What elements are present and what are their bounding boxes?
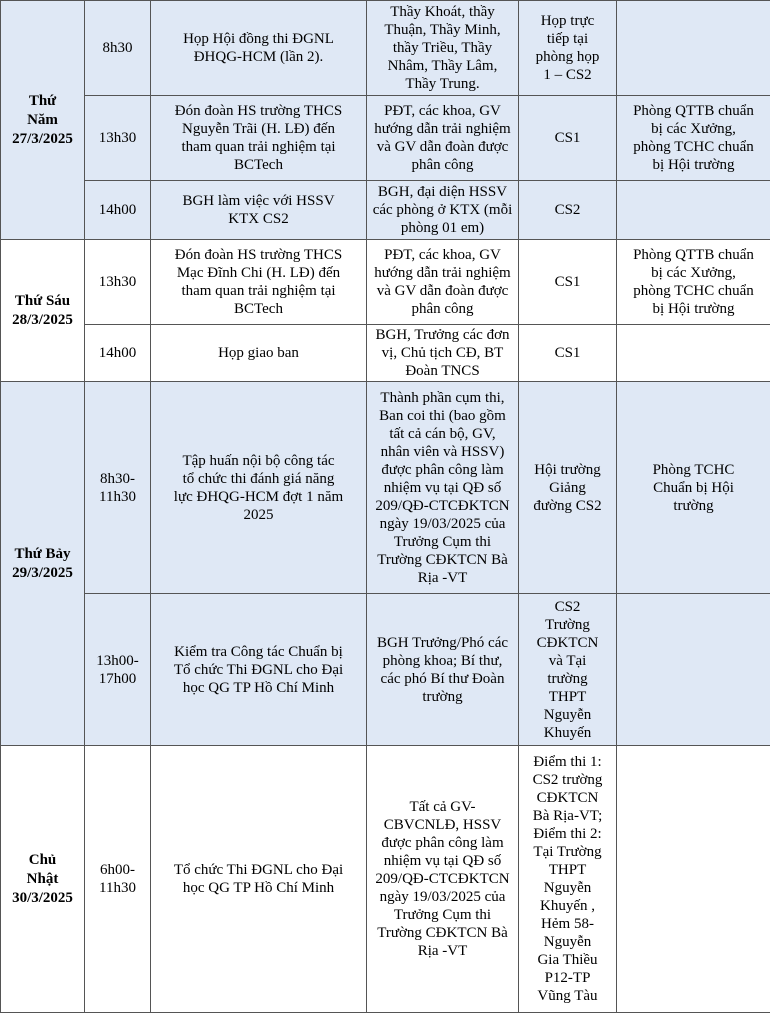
day-name-line: Nhật [5,870,80,889]
location-line: Khuyến [523,724,612,742]
location-line: Hội trường [523,461,612,479]
participants-line: Thầy Trung. [371,75,514,93]
content-cell [151,594,367,746]
location-line: CS2 trường [523,771,612,789]
location-cell [519,96,617,181]
participants-line: hướng dẫn trải nghiệm [371,264,514,282]
time-cell [85,1,151,96]
content-line: Họp Hội đồng thi ĐGNL [155,30,362,48]
content-cell [151,240,367,325]
participants-line: CBVCNLĐ, HSSV [371,816,514,834]
day-name-line: Chủ [5,851,80,870]
day-name-line: Thứ Bảy [5,545,80,564]
participants-line: các phòng ở KTX (mỗi [371,201,514,219]
location-line: CS2 [523,201,612,219]
time-cell [85,96,151,181]
prep-line: Phòng TCHC [621,461,766,479]
content-line: Tổ chức Thi ĐGNL cho Đại [155,861,362,879]
participants-cell [367,96,519,181]
location-cell [519,746,617,1013]
location-line: phòng họp [523,48,612,66]
location-cell [519,181,617,240]
participants-line: 209/QĐ-CTCĐKTCN [371,497,514,515]
participants-line: PĐT, các khoa, GV [371,102,514,120]
location-line: Điểm thi 2: [523,825,612,843]
content-line: BCTech [155,300,362,318]
participants-line: trường [371,688,514,706]
participants-line: phòng khoa; Bí thư, [371,652,514,670]
participants-line: nhiệm vụ tại QĐ số [371,852,514,870]
location-line: Gia Thiều [523,951,612,969]
time-line: 13h00- [89,652,146,670]
participants-line: 209/QĐ-CTCĐKTCN [371,870,514,888]
schedule-row [1,240,770,325]
participants-line: Thuận, Thầy Minh, [371,21,514,39]
prep-line: bị Hội trường [621,300,766,318]
prep-line: Phòng QTTB chuẩn [621,102,766,120]
location-line: Nguyễn [523,933,612,951]
day-cell [1,746,85,1013]
time-line: 13h30 [89,129,146,147]
participants-line: phân công [371,300,514,318]
location-line: Giảng [523,479,612,497]
location-cell [519,594,617,746]
prep-line: bị các Xưởng, [621,120,766,138]
participants-line: Trưởng Cụm thi [371,906,514,924]
location-cell [519,1,617,96]
day-name-line: Thứ [5,92,80,111]
prep-cell [617,1,770,96]
content-line: BGH làm việc với HSSV [155,192,362,210]
participants-line: Trường CĐKTCN Bà [371,924,514,942]
location-cell [519,382,617,594]
participants-line: BGH, Trưởng các đơn [371,326,514,344]
location-cell [519,325,617,382]
participants-line: Thầy Khoát, thầy [371,3,514,21]
participants-line: Ban coi thi (bao gồm [371,407,514,425]
participants-line: Trưởng Cụm thi [371,533,514,551]
participants-line: phân công [371,156,514,174]
location-line: CĐKTCN [523,634,612,652]
participants-cell [367,181,519,240]
schedule-row [1,594,770,746]
prep-line: phòng TCHC chuẩn [621,282,766,300]
location-line: Bà Rịa-VT; [523,807,612,825]
participants-cell [367,746,519,1013]
day-date: 29/3/2025 [5,564,80,583]
content-line: Đón đoàn HS trường THCS [155,246,362,264]
day-name-line: Thứ Sáu [5,292,80,311]
content-cell [151,746,367,1013]
participants-cell [367,594,519,746]
content-line: tổ chức thi đánh giá năng [155,470,362,488]
location-line: Khuyến , [523,897,612,915]
prep-line: bị Hội trường [621,156,766,174]
prep-cell [617,382,770,594]
participants-line: Trường CĐKTCN Bà [371,551,514,569]
participants-line: ngày 19/03/2025 của [371,515,514,533]
content-cell [151,96,367,181]
location-line: P12-TP [523,969,612,987]
participants-line: Đoàn TNCS [371,362,514,380]
content-line: Đón đoàn HS trường THCS [155,102,362,120]
content-cell [151,382,367,594]
participants-line: Thành phần cụm thi, [371,389,514,407]
content-line: 2025 [155,506,362,524]
location-line: THPT [523,861,612,879]
schedule-row [1,96,770,181]
location-line: và Tại [523,652,612,670]
location-line: Vũng Tàu [523,987,612,1005]
time-cell [85,594,151,746]
day-date: 28/3/2025 [5,311,80,330]
time-line: 17h00 [89,670,146,688]
participants-line: hướng dẫn trải nghiệm [371,120,514,138]
day-name-line: Năm [5,111,80,130]
location-line: CS2 [523,598,612,616]
prep-cell [617,96,770,181]
participants-cell [367,382,519,594]
content-line: Kiểm tra Công tác Chuẩn bị [155,643,362,661]
participants-cell [367,1,519,96]
time-line: 8h30 [89,39,146,57]
location-line: trường [523,670,612,688]
content-cell [151,1,367,96]
prep-cell [617,181,770,240]
schedule-row [1,1,770,96]
location-line: Họp trực [523,12,612,30]
time-line: 14h00 [89,201,146,219]
prep-line: phòng TCHC chuẩn [621,138,766,156]
time-line: 13h30 [89,273,146,291]
day-cell [1,1,85,240]
time-cell [85,325,151,382]
participants-cell [367,240,519,325]
participants-line: BGH Trưởng/Phó các [371,634,514,652]
location-line: Điểm thi 1: [523,753,612,771]
time-cell [85,181,151,240]
time-line: 8h30- [89,470,146,488]
content-line: lực ĐHQG-HCM đợt 1 năm [155,488,362,506]
location-cell [519,240,617,325]
schedule-row [1,181,770,240]
prep-cell [617,240,770,325]
time-cell [85,382,151,594]
location-line: THPT [523,688,612,706]
content-line: Mạc Đĩnh Chi (H. LĐ) đến [155,264,362,282]
time-line: 11h30 [89,488,146,506]
prep-line: trường [621,497,766,515]
participants-line: nhân viên và HSSV) [371,443,514,461]
prep-line: Chuẩn bị Hội [621,479,766,497]
prep-cell [617,746,770,1013]
participants-line: các phó Bí thư Đoàn [371,670,514,688]
content-cell [151,181,367,240]
location-line: CĐKTCN [523,789,612,807]
participants-cell [367,325,519,382]
prep-cell [617,594,770,746]
participants-line: và GV dẫn đoàn được [371,138,514,156]
time-cell [85,240,151,325]
participants-line: thầy Triều, Thầy [371,39,514,57]
participants-line: Rịa -VT [371,942,514,960]
location-line: Hẻm 58- [523,915,612,933]
location-line: Tại Trường [523,843,612,861]
location-line: CS1 [523,129,612,147]
prep-cell [617,325,770,382]
location-line: tiếp tại [523,30,612,48]
time-line: 14h00 [89,344,146,362]
time-line: 11h30 [89,879,146,897]
content-line: tham quan trải nghiệm tại [155,282,362,300]
day-date: 27/3/2025 [5,130,80,149]
location-line: Nguyễn [523,879,612,897]
participants-line: được phân công làm [371,834,514,852]
day-date: 30/3/2025 [5,889,80,908]
location-line: Trường [523,616,612,634]
location-line: CS1 [523,273,612,291]
participants-line: và GV dẫn đoàn được [371,282,514,300]
participants-line: tất cả cán bộ, GV, [371,425,514,443]
content-line: KTX CS2 [155,210,362,228]
participants-line: Rịa -VT [371,569,514,587]
location-line: Nguyễn [523,706,612,724]
content-line: BCTech [155,156,362,174]
prep-line: bị các Xưởng, [621,264,766,282]
content-line: ĐHQG-HCM (lần 2). [155,48,362,66]
participants-line: ngày 19/03/2025 của [371,888,514,906]
day-cell [1,382,85,746]
participants-line: Tất cả GV- [371,798,514,816]
content-line: học QG TP Hồ Chí Minh [155,679,362,697]
schedule-row [1,746,770,1013]
prep-line: Phòng QTTB chuẩn [621,246,766,264]
schedule-row [1,382,770,594]
location-line: 1 – CS2 [523,66,612,84]
time-cell [85,746,151,1013]
day-cell [1,240,85,382]
schedule-row [1,325,770,382]
participants-line: BGH, đại diện HSSV [371,183,514,201]
content-cell [151,325,367,382]
location-line: đường CS2 [523,497,612,515]
content-line: Nguyễn Trãi (H. LĐ) đến [155,120,362,138]
participants-line: nhiệm vụ tại QĐ số [371,479,514,497]
content-line: học QG TP Hồ Chí Minh [155,879,362,897]
participants-line: Nhâm, Thầy Lâm, [371,57,514,75]
content-line: Tổ chức Thi ĐGNL cho Đại [155,661,362,679]
participants-line: PĐT, các khoa, GV [371,246,514,264]
participants-line: được phân công làm [371,461,514,479]
content-line: Tập huấn nội bộ công tác [155,452,362,470]
content-line: tham quan trải nghiệm tại [155,138,362,156]
participants-line: phòng 01 em) [371,219,514,237]
content-line: Họp giao ban [155,344,362,362]
location-line: CS1 [523,344,612,362]
time-line: 6h00- [89,861,146,879]
participants-line: vị, Chủ tịch CĐ, BT [371,344,514,362]
